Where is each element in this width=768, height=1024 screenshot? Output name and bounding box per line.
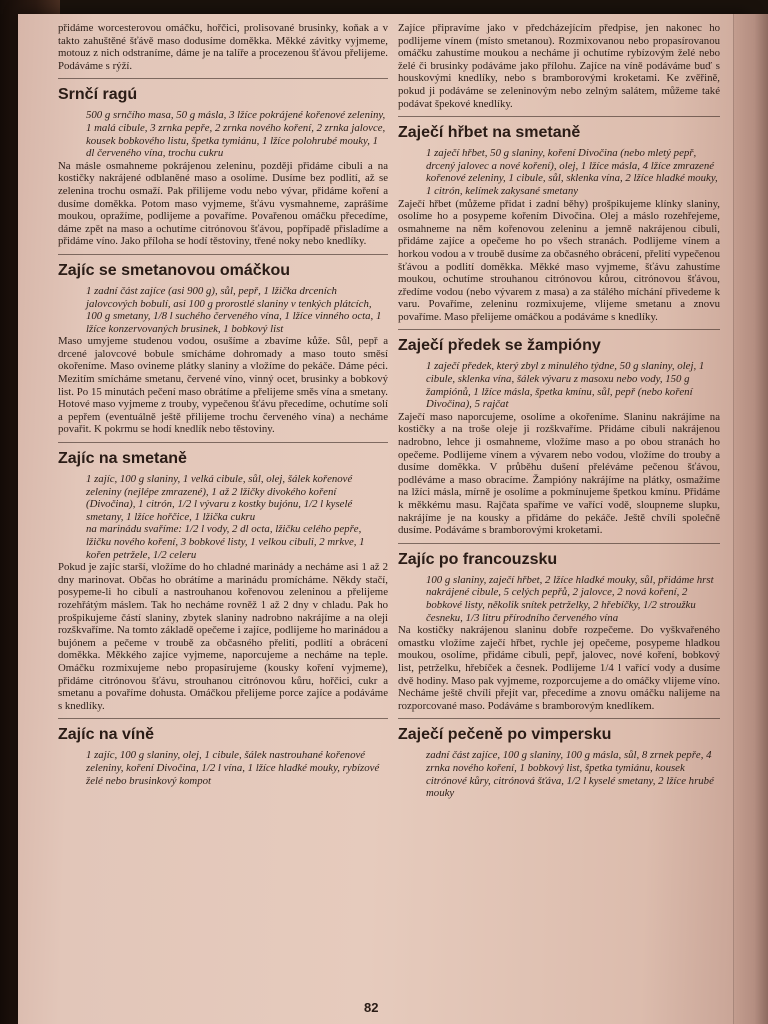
recipe-body: Na másle osmahneme pokrájenou zeleninu, později přidáme cibuli a na kostičky nakrájené odblaněné maso a osolíme. Dusíme bez podlití, až se zelenina trochu osmaží. Pak přilijeme vodu nebo vývar, přidáme koření a dusíme doměkka. Potom maso vyjmeme, šťávu vysmahneme, zaprášíme moukou, opražíme, podlijeme a povaříme. Povařenou omáčku přecedíme, dáme zpět na maso a ochutíme citrónovou šťávou, popřípadě přisladíme a přidáme víno. Jako příloha se hodí těstoviny, třené noky nebo knedlíky. [58,159,388,248]
recipe-title: Zajíc se smetanovou omáčkou [58,261,291,279]
recipe-title: Srnčí ragú [58,86,138,104]
recipe-body: Maso umyjeme studenou vodou, osušíme a zbavíme kůže. Sůl, pepř a drcené jalovcové bobule smícháme dohromady a maso touto směsí okořeníme. Maso ovineme plátky slaniny a vložíme do pekáče. Dáme péci. Mezitím smícháme smetanu, červené víno, vinný ocet, brusinky a bobkový list. Po 15 minutách pečení maso obrátíme a přelijeme směs vína a smetany. Hotové maso vyjmeme z trouby, vypečenou šťávu přecedíme, ochutíme solí a pepřem (eventuálně ještě přilijeme trochu červeného vína) a necháme povařit. K pokrmu se hodí knedlík nebo těstoviny. [58,335,388,436]
recipe-body: Na kostičky nakrájenou slaninu dobře rozpečeme. Do vyškvařeného omastku vložíme zaječí hřbet, rychle jej opečeme, posypeme hladkou moukou, osolíme, přidáme cibuli, pepř, jalovec, nové koření, bobkový list, petrželku, hřebíček a česnek. Podlijeme 1/4 l vařící vody a dusíme dvě hodiny. Maso pak vyjmeme, rozporcujeme a do omáčky vlijeme víno. Necháme ještě chvíli přejít var, přecedíme a znovu omáčku nalijeme na rozporcované maso. Podáváme s bramborovým knedlíkem. [398,624,720,712]
recipe-title: Zaječí hřbet na smetaně [398,124,581,142]
recipe-ingredients: 500 g srnčího masa, 50 g másla, 3 lžíce pokrájené kořenové zeleniny, 1 malá cibule, 3 zrnka pepře, 2 zrnka nového koření, 2 zrnka jalovce, kousek bobkového listu, špetka tymiánu, 1 lžíce polohrubé mouky, 1 dl červeného vína, trochu cukru [86,109,386,160]
recipe-ingredients: 1 zaječí hřbet, 50 g slaniny, koření Divočina (nebo mletý pepř, drcený jalovec a nové koření), olej, 1 lžíce másla, 4 lžíce zmrazené kořenové zeleniny, 1 cibule, sůl, sklenka vína, 2 lžíce hladké mouky, 1 citrón, kelímek zakysané smetany [426,147,718,197]
recipe-title: Zajíc na smetaně [58,450,187,468]
section-rule [398,718,720,719]
section-rule [398,543,720,544]
recipe-ingredients: 1 zadní část zajíce (asi 900 g), sůl, pepř, 1 lžička drceních jalovcových bobulí, asi 100 g prorostlé slaniny v tenkých plátcích, 100 g smetany, 1/8 l suchého červeného vína, 1 lžíce vinného octa, 1 lžíce konzervovaných brusinek, 1 bobkový list [86,284,382,335]
top-paragraph: Zajíce připravíme jako v předcházejícím předpise, jen nakonec ho podlijeme vínem (místo smetanou). Rozmixovanou nebo propasírovanou omáčku zahustíme moukou a necháme ji ochutíme rybízovým želé nebo želé či brusinky podáváme jako přílohu. Zajíce na víně podáváme buď s houskovými knedlíky, nebo s bramborovými kroketami. Ke zvěřině, pokud ji podáváme se zeleninovým nebo zelným salátem, můžeme také podávat špekové knedlíky. [398,22,720,110]
left-column [58,22,388,787]
section-rule [398,329,720,330]
recipe-title: Zajíc na víně [58,726,155,744]
right-column [398,22,720,800]
recipe-ingredients: 100 g slaniny, zaječí hřbet, 2 lžíce hladké mouky, sůl, přidáme hrst nakrájené cibule, 5 celých pepřů, 2 jalovce, 2 nová koření, 2 bobkové listy, několik snítek petrželky, 2 hřebíčky, 1/2 stroužku česneku, 1/3 litru přírodního červeného vína [426,573,714,624]
recipe-body: Zaječí maso naporcujeme, osolíme a okořeníme. Slaninu nakrájíme na kostičky a na troše oleje ji rozškvaříme. Přidáme cibuli nakrájenou nadrobno, lehce ji osmahneme, vložíme maso a po obou stranách ho opečeme. Podlijeme vínem a vývarem nebo vodou, vložíme do trouby a dusíme doměkka. V průběhu dušení přeléváme pečenou šťávou, podléváme a maso obracíme. Žampióny nakrájíme na plátky, osmažíme na lžíci másla, mírně je osolíme a pokmínujeme špetkou kmínu. Přidáme k měkkému masu. Rajčata spaříme ve vařící vodě, sloupneme slupku, nakrájíme je na kousky a přidáme do pekáče. Ještě chvíli společně dusíme. Podáváme s bramborovými kroketami. [398,410,720,537]
section-rule [58,78,388,79]
section-rule [58,254,388,255]
recipe-body: Zaječí hřbet (můžeme přidat i zadní běhy) prošpikujeme klínky slaniny, osolíme ho a posypeme kořením Divočina. Olej a máslo rozehřejeme, osmahneme na něm kořenovou zeleninu a jemně nakrájenou cibuli, přidáme zajíce a opečeme ho po všech stranách. Podlijeme vínem a horkou vodou a v troubě dusíme za občasného obrácení, přelití vypečenou šťávou a podlití doměkka. Měkké maso vyjmeme, šťávu zahustíme moukou, ochutíme strouhanou citrónovou kůrou, citrónovou šťávou, zředíme vodou (nebo vývarem z masa) a za stálého míchání přivedeme k varu. Povaříme, zeleninu rozmixujeme, vlijeme smetanu a znovu povaříme. Maso přelijeme omáčkou a podáváme s knedlíky. [398,197,720,323]
next-page-edge [733,14,768,1024]
recipe-marinade: na marinádu svaříme: 1/2 l vody, 2 dl octa, lžičku celého pepře, lžičku nového koření, 3 bobkové listy, 1 velkou cibuli, 2 mrkve, 1 kořen petržele, 1/2 celeru [86,523,365,561]
recipe-ingredients: 1 zaječí předek, který zbyl z minulého týdne, 50 g slaniny, olej, 1 cibule, sklenka vína, šálek vývaru z masoxu nebo vody, 150 g žampiónů, 1 lžíce másla, špetka kmínu, sůl, pepř (nebo koření Divočina), 5 rajčat [426,360,705,411]
section-rule [58,442,388,443]
recipe-ingredients: 1 zajíc, 100 g slaniny, 1 velká cibule, sůl, olej, šálek kořenové zeleniny (nejlépe zmrazené), 1 až 2 lžičky divokého koření (Divočina), 1 citrón, 1/2 l vývaru z kostky bujónu, 1/2 l kyselé smetany, 1 lžíce hořčice, 1 lžička cukru [86,473,353,523]
page-number: 82 [364,1000,379,1015]
recipe-ingredients: 1 zajíc, 100 g slaniny, olej, 1 cibule, šálek nastrouhané kořenové zeleniny, koření Divočina, 1/2 l vína, 1 lžíce hladké mouky, rybízové želé nebo brusinkový kompot [86,749,380,787]
recipe-title: Zaječí předek se žampióny [398,337,601,355]
recipe-title: Zaječí pečeně po vimpersku [398,726,612,744]
top-paragraph: přidáme worcesterovou omáčku, hořčici, prolisované brusinky, koňak a v takto zahuštěné šťávě maso dodusíme doměkka. Měkké závitky vyjmeme, motouz z nich odstraníme, dáme je na talíře a procezenou šťávou přelijeme. Podáváme s rýží. [58,22,388,72]
section-rule [58,718,388,719]
recipe-ingredients: zadní část zajíce, 100 g slaniny, 100 g másla, sůl, 8 zrnek pepře, 4 zrnka nového koření, 1 bobkový list, špetka tymiánu, kousek citrónové kůry, citrónová šťáva, 1/2 l kyselé smetany, 2 lžíce hrubé mouky [426,749,714,800]
recipe-body: Pokud je zajíc starší, vložíme do ho chladné marinády a necháme asi 1 až 2 dny marinovat. Občas ho obrátíme a marinádu promícháme. Někdy stačí, posypeme-li ho cibulí a nastrouhanou kořenovou zeleninou a přelijeme rozehřátým máslem. Tak ho necháme rovněž 1 až 2 dny v chladu. Pak ho prošpikujeme částí slaniny, zbytek slaniny nadrobno nakrájíme a na oleji rozškvaříme. Na tomto základě opečeme i zajíce, podlijeme ho marinádou a bujónem a pečeme v troubě za občasného přelití, podlití a obrácení doměkka. Měkkého zajíce vyjmeme, naporcujeme a necháme na teple. Omáčku rozmixujeme nebo propasírujeme (kousky koření vyjmeme), přidáme citrónovou šťávu, strouhanou citrónovou kůru, hořčici, cukr a smetanu a povaříme dohusta. Omáčkou přelijeme porce zajíce a podáváme s knedlíky. [58,561,388,712]
recipe-title: Zajíc po francouzsku [398,550,558,568]
section-rule [398,116,720,117]
